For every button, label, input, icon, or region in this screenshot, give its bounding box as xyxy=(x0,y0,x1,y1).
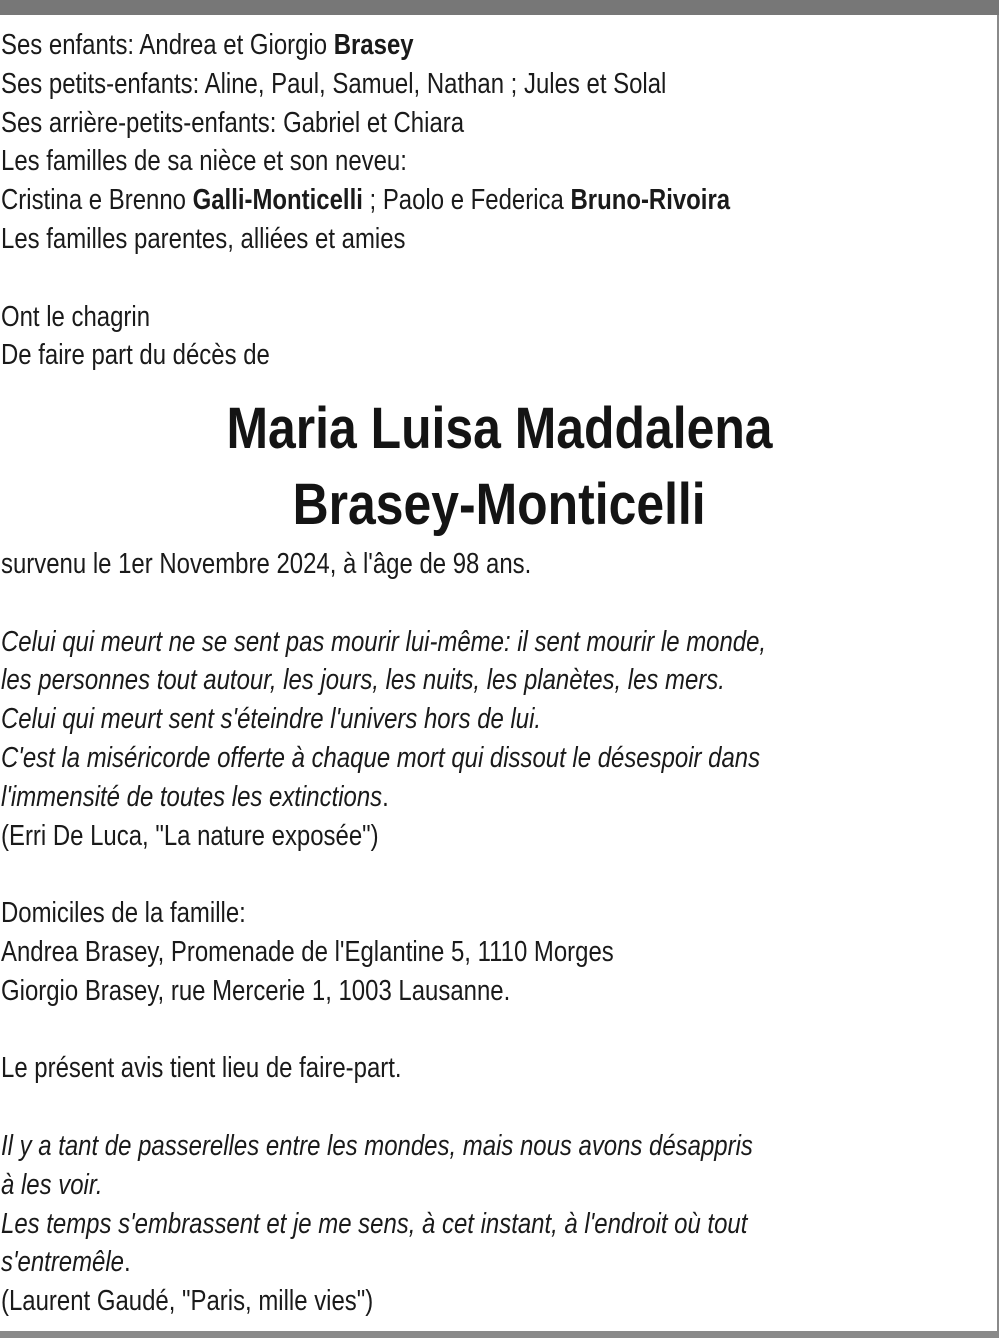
relatives-line: Les familles parentes, alliées et amies xyxy=(1,222,406,255)
niece-nephew-intro: Les familles de sa nièce et son neveu: xyxy=(1,145,407,178)
announcement-line-1: Ont le chagrin xyxy=(1,300,151,333)
top-border-rule xyxy=(0,0,999,15)
notice-line: Le présent avis tient lieu de faire-part. xyxy=(1,1052,402,1085)
quote-attribution: (Erri De Luca, "La nature exposée") xyxy=(1,819,379,852)
quote-erri-de-luca: Celui qui meurt ne se sent pas mourir lui-même: il sent mourir le monde, les personnes tout autour, les jours, les nuits, les planètes, les mers. Celui qui meurt sent s'éteindre l'univers hors de lui. C'est la miséricorde offerte à chaque mort qui dissout le désespoir dans l'immensité de toutes les extinctions. (Erri De Luca, "La nature exposée") xyxy=(1,623,967,856)
domiciles-block xyxy=(1,894,967,1010)
deceased-name xyxy=(0,391,999,543)
niece-surname: Galli-Monticelli xyxy=(192,184,363,217)
domiciles-heading: Domiciles de la famille: xyxy=(1,897,246,930)
quote-laurent-gaude: Il y a tant de passerelles entre les mondes, mais nous avons désappris à les voir. Les temps s'embrassent et je me sens, à cet instant, à l'endroit où tout s'entremêle. (Laurent Gaudé, "Paris, mille vies") xyxy=(1,1127,967,1321)
children-line: Ses enfants: Andrea et Giorgio Brasey xyxy=(1,29,414,61)
death-info: survenu le 1er Novembre 2024, à l'âge de 98 ans. xyxy=(1,548,532,580)
address-andrea: Andrea Brasey, Promenade de l'Eglantine 5, 1110 Morges xyxy=(1,935,614,968)
niece-nephew-line: Cristina e Brenno Galli-Monticelli ; Paolo e Federica Bruno-Rivoira xyxy=(1,184,731,217)
great-grandchildren-line: Ses arrière-petits-enfants: Gabriel et Chiara xyxy=(1,106,465,139)
announcement-line-2: De faire part du décès de xyxy=(1,339,270,372)
quote-attribution: (Laurent Gaudé, "Paris, mille vies") xyxy=(1,1285,374,1318)
address-giorgio: Giorgio Brasey, rue Mercerie 1, 1003 Lausanne. xyxy=(1,974,511,1007)
children-surname: Brasey xyxy=(333,29,414,61)
deceased-name-line-1: Maria Luisa Maddalena xyxy=(226,396,773,461)
grandchildren-line: Ses petits-enfants: Aline, Paul, Samuel, Nathan ; Jules et Solal xyxy=(1,67,667,100)
nephew-surname: Bruno-Rivoira xyxy=(570,184,731,217)
family-section xyxy=(1,26,833,375)
details-section xyxy=(1,545,967,1321)
deceased-name-line-2: Brasey-Monticelli xyxy=(292,472,707,537)
bottom-border-rule xyxy=(0,1331,999,1338)
